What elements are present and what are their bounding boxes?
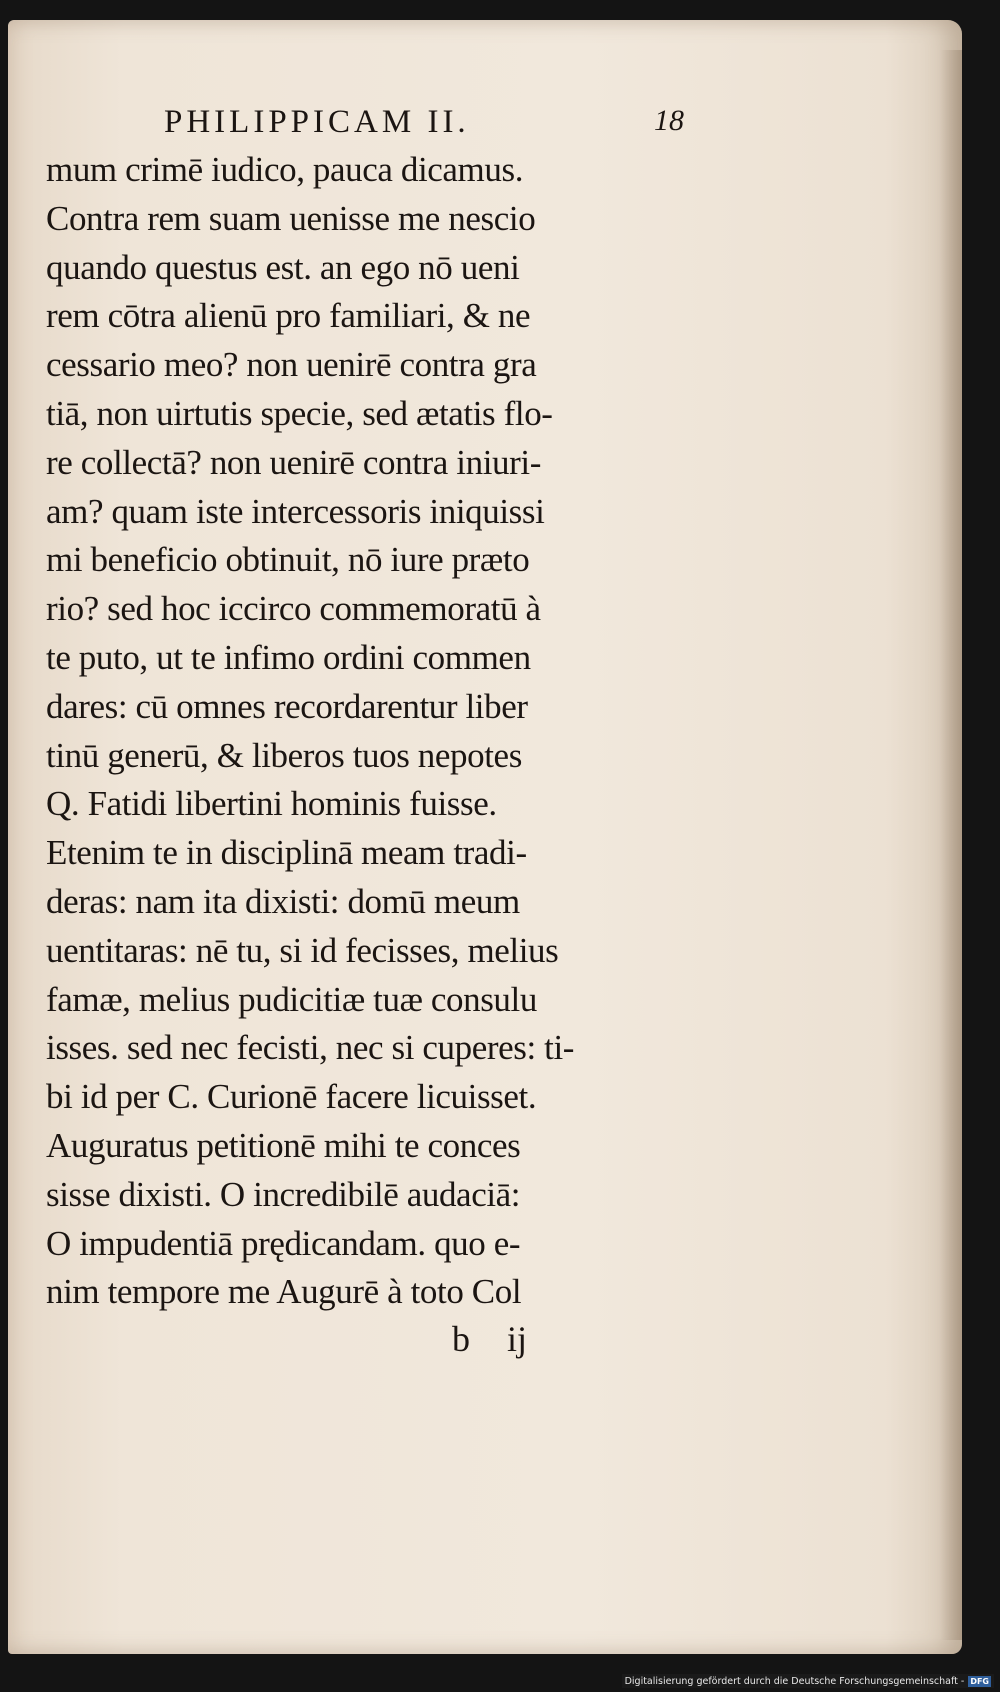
- text-line: tinū generū, & liberos tuos nepotes: [46, 735, 522, 775]
- text-line: am? quam iste intercessoris iniquissi: [46, 491, 545, 531]
- text-line: rem cōtra alienū pro familiari, & ne: [46, 296, 531, 336]
- text-line: dares: cū omnes recordarentur liber: [46, 686, 528, 726]
- text-line: uentitaras: nē tu, si id fecisses, melius: [46, 930, 559, 970]
- dfg-logo: DFG: [970, 1676, 989, 1686]
- body-text: [46, 146, 706, 1317]
- text-line: re collectā? non uenirē contra iniuri-: [46, 442, 541, 482]
- text-line: mum crimē iudico, pauca dicamus.: [46, 150, 524, 189]
- signature-mark: b ij: [452, 1319, 528, 1359]
- text-line: Contra rem suam uenisse me nescio: [46, 198, 536, 238]
- text-line: Auguratus petitionē mihi te conces: [46, 1125, 521, 1165]
- text-line: O impudentiā prędicandam. quo e-: [46, 1223, 521, 1263]
- text-line: te puto, ut te infimo ordini commen: [46, 637, 531, 677]
- text-line: bi id per C. Curionē facere licuisset.: [46, 1077, 537, 1117]
- running-title: PHILIPPICAM II.: [164, 104, 470, 140]
- text-line: deras: nam ita dixisti: domū meum: [46, 881, 520, 921]
- page-edge-shadow: [940, 50, 962, 1640]
- text-line: sisse dixisti. O incredibilē audaciā:: [46, 1174, 521, 1214]
- text-line: Q. Fatidi libertini hominis fuisse.: [46, 784, 497, 824]
- text-line: cessario meo? non uenirē contra gra: [46, 345, 537, 385]
- credit-text: Digitalisierung gefördert durch die Deutsche Forschungsgemeinschaft -: [624, 1675, 965, 1687]
- text-line: mi beneficio obtinuit, nō iure præto: [46, 540, 530, 580]
- digitization-credit: [622, 1674, 994, 1688]
- text-line: quando questus est. an ego nō ueni: [46, 247, 520, 287]
- text-line: isses. sed nec fecisti, nec si cuperes: ti-: [46, 1028, 575, 1068]
- folio-number: 18: [654, 104, 684, 137]
- text-block: [46, 96, 706, 1317]
- text-line: nim tempore me Augurē à toto Col: [46, 1272, 522, 1312]
- text-line: Etenim te in disciplinā meam tradi-: [46, 833, 527, 873]
- page-header: [46, 96, 706, 146]
- text-line: famæ, melius pudicitiæ tuæ consulu: [46, 979, 537, 1019]
- text-line: rio? sed hoc iccirco commemoratū à: [46, 589, 541, 629]
- text-line: tiā, non uirtutis specie, sed ætatis flo-: [46, 393, 553, 433]
